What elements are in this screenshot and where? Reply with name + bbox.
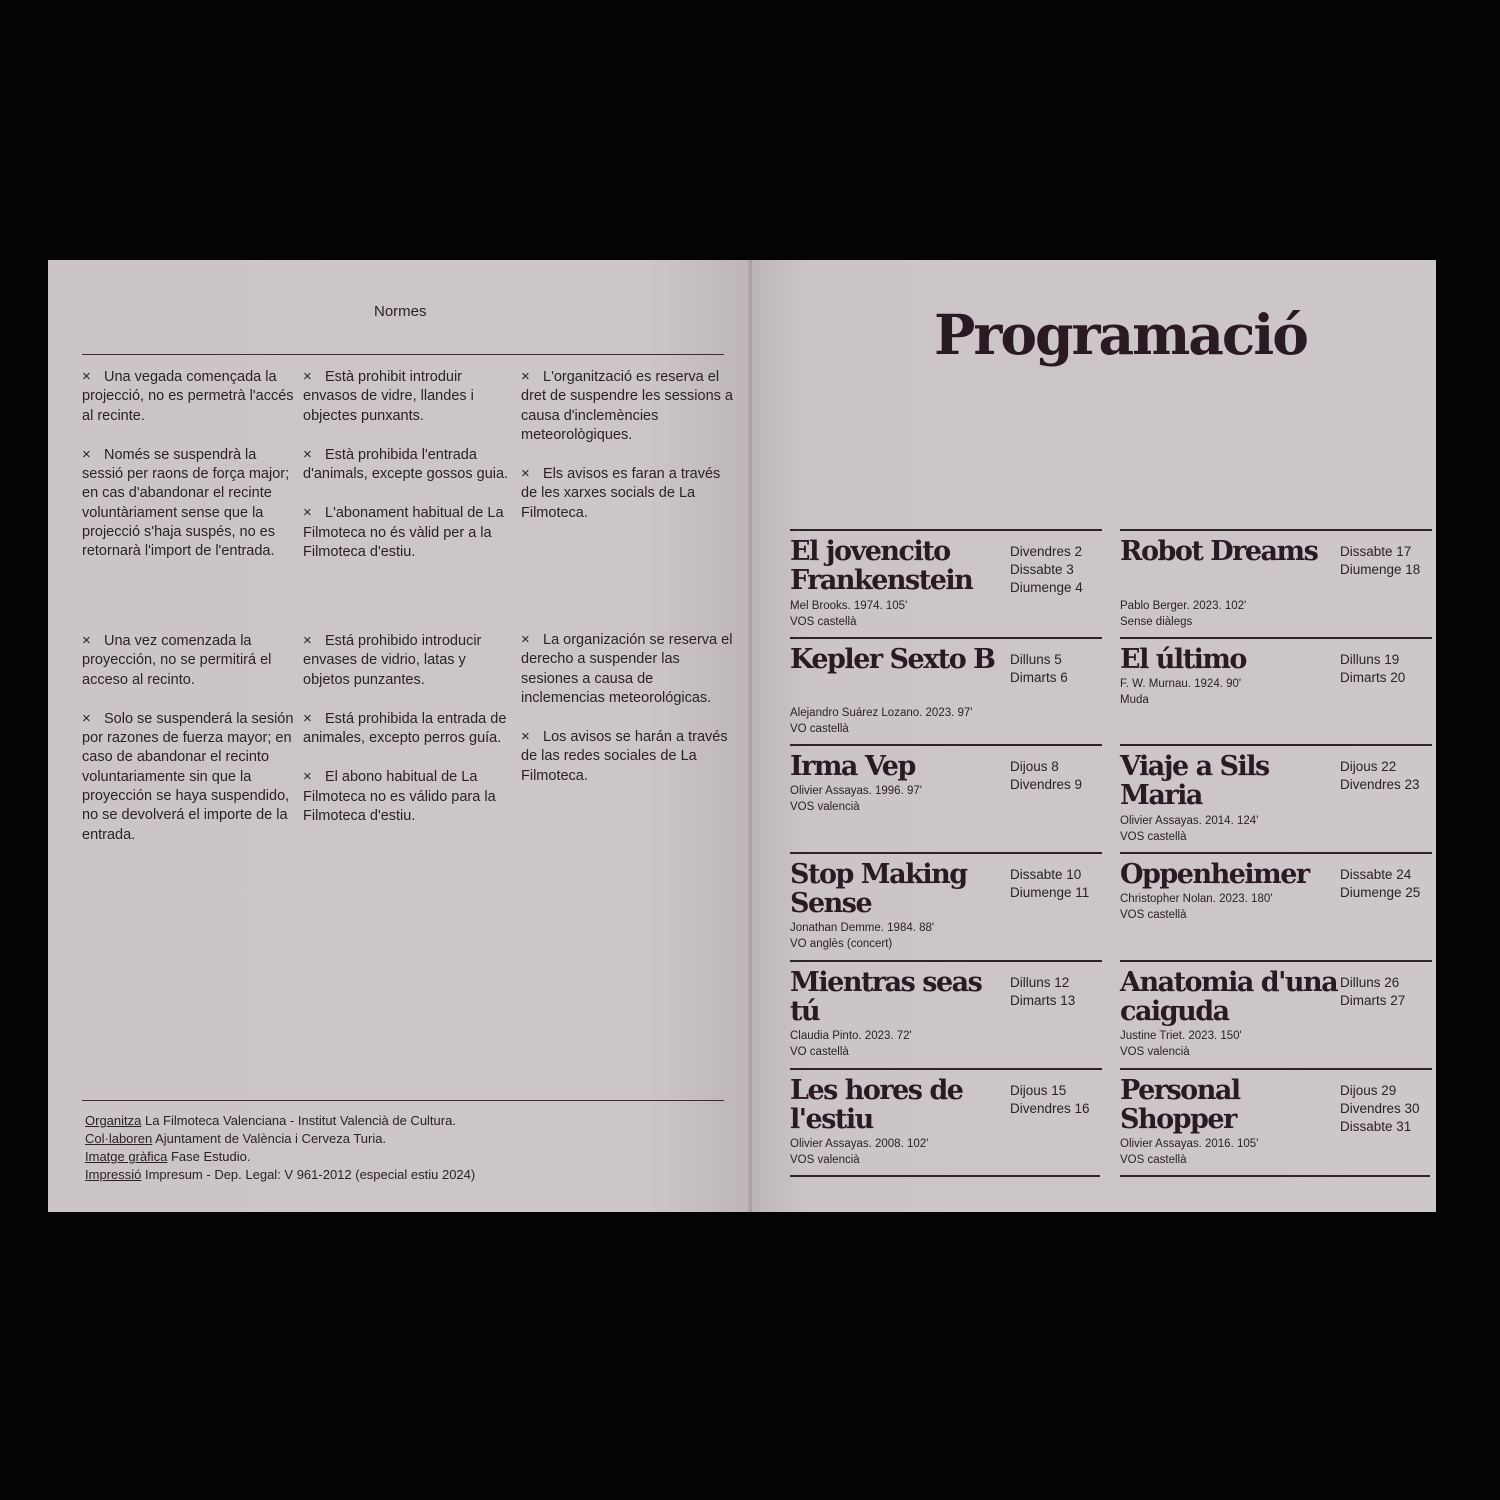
norm-item: × Està prohibit introduir envasos de vidre, llandes i objectes punxants. bbox=[303, 368, 474, 424]
film-title: Anatomia d'una caiguda bbox=[1120, 967, 1338, 1027]
norm-item: × Los avisos se harán a través de las redes sociales de La Filmoteca. bbox=[521, 728, 728, 784]
x-icon: × bbox=[303, 768, 312, 786]
film-dates: Dijous 29 Divendres 30 Dissabte 31 bbox=[1340, 1083, 1420, 1134]
credit-line: Impressió Impresum - Dep. Legal: V 961-2012 (especial estiu 2024) bbox=[85, 1167, 476, 1182]
film-title: El jovencito Frankenstein bbox=[790, 536, 973, 596]
normes-title: Normes bbox=[374, 303, 427, 320]
film-dates: Dilluns 26 Dimarts 27 bbox=[1340, 975, 1406, 1008]
norm-item: × L'organització es reserva el dret de suspendre les sessions a causa d'inclemències meteorològiques. bbox=[521, 368, 733, 443]
film-dates: Dijous 8 Divendres 9 bbox=[1010, 759, 1083, 792]
x-icon: × bbox=[521, 368, 530, 385]
film-entry bbox=[790, 637, 1102, 745]
film-meta: Alejandro Suárez Lozano. 2023. 97' VO castellà bbox=[790, 707, 973, 735]
film-dates: Divendres 2 Dissabte 3 Diumenge 4 bbox=[1010, 544, 1083, 595]
norm-item: × Una vegada començada la projecció, no es permetrà l'accés al recinte. bbox=[82, 368, 294, 424]
norm-item: × Els avisos es faran a través de les xarxes socials de La Filmoteca. bbox=[521, 465, 721, 521]
norm-item: × Está prohibido introducir envases de vidrio, latas y objetos punzantes. bbox=[303, 632, 482, 688]
film-dates: Dilluns 19 Dimarts 20 bbox=[1340, 652, 1406, 685]
column-bottom-rule bbox=[790, 1175, 1100, 1177]
norm-item: × Solo se suspenderá la sesión por razones de fuerza mayor; en caso de abandonar el recinto voluntariamente sin que la proyección se haya suspendido, no se devolverá el importe de la entrada. bbox=[82, 709, 294, 843]
credit-line: Col·laboren Ajuntament de València i Cerveza Turia. bbox=[85, 1131, 387, 1146]
film-entry bbox=[1120, 852, 1432, 961]
film-entry bbox=[1120, 744, 1432, 853]
film-title: Kepler Sexto B bbox=[790, 644, 995, 675]
film-title: Mientras seas tú bbox=[790, 967, 982, 1027]
norm-item: × Una vez comenzada la proyección, no se permitirá el acceso al recinto. bbox=[82, 632, 272, 688]
normes-top-rule bbox=[82, 354, 724, 355]
norm-item: × Está prohibida la entrada de animales, excepto perros guía. bbox=[303, 709, 507, 747]
page-title: Programació bbox=[934, 302, 1307, 367]
x-icon: × bbox=[303, 709, 312, 727]
film-title: Irma Vep bbox=[790, 751, 915, 782]
film-dates: Dilluns 12 Dimarts 13 bbox=[1010, 975, 1076, 1008]
norm-item: × La organización se reserva el derecho a suspender las sesiones a causa de inclemencias meteorológicas. bbox=[521, 631, 733, 706]
film-meta: Christopher Nolan. 2023. 180' VOS castellà bbox=[1120, 893, 1273, 921]
film-entry bbox=[790, 960, 1102, 1069]
film-title: Stop Making Sense bbox=[790, 859, 967, 919]
film-entry bbox=[790, 852, 1102, 961]
film-meta: F. W. Murnau. 1924. 90' Muda bbox=[1120, 678, 1242, 706]
x-icon: × bbox=[303, 445, 312, 463]
film-title: Oppenheimer bbox=[1120, 859, 1309, 890]
film-title: Les hores de l'estiu bbox=[790, 1075, 963, 1135]
x-icon: × bbox=[82, 632, 91, 649]
x-icon: × bbox=[303, 368, 312, 385]
film-dates: Dilluns 5 Dimarts 6 bbox=[1010, 652, 1068, 685]
film-dates: Dissabte 10 Diumenge 11 bbox=[1010, 867, 1090, 900]
x-icon: × bbox=[521, 465, 530, 483]
x-icon: × bbox=[303, 632, 312, 649]
film-title: El último bbox=[1120, 644, 1246, 675]
x-icon: × bbox=[521, 631, 530, 648]
normes-col-3 bbox=[521, 367, 733, 542]
film-dates: Dijous 15 Divendres 16 bbox=[1010, 1083, 1090, 1116]
x-icon: × bbox=[521, 728, 530, 746]
film-entry bbox=[1120, 529, 1432, 638]
film-meta: Olivier Assayas. 2014. 124' VOS castellà bbox=[1120, 815, 1259, 843]
norm-item: × L'abonament habitual de La Filmoteca no és vàlid per a la Filmoteca d'estiu. bbox=[303, 504, 504, 561]
normes-col-5 bbox=[303, 631, 515, 845]
norm-item: × Està prohibida l'entrada d'animals, excepte gossos guia. bbox=[303, 445, 509, 483]
film-entry bbox=[1120, 637, 1432, 745]
film-entry bbox=[790, 744, 1102, 853]
film-title: Personal Shopper bbox=[1120, 1075, 1240, 1135]
film-entry bbox=[1120, 960, 1432, 1069]
x-icon: × bbox=[303, 504, 312, 522]
x-icon: × bbox=[82, 368, 91, 385]
film-meta: Justine Triet. 2023. 150' VOS valencià bbox=[1120, 1030, 1242, 1058]
credit-line: Imatge gràfica Fase Estudio. bbox=[85, 1149, 251, 1164]
normes-col-2 bbox=[303, 367, 515, 581]
normes-col-1 bbox=[82, 367, 294, 581]
film-entry bbox=[790, 1068, 1102, 1177]
film-entry bbox=[790, 529, 1102, 638]
left-page bbox=[48, 260, 752, 1212]
film-dates: Dissabte 24 Diumenge 25 bbox=[1340, 867, 1421, 900]
film-meta: Olivier Assayas. 2008. 102' VOS valencià bbox=[790, 1138, 929, 1166]
film-dates: Dissabte 17 Diumenge 18 bbox=[1340, 544, 1421, 577]
x-icon: × bbox=[82, 709, 91, 727]
credits-footer bbox=[85, 1112, 725, 1184]
film-meta: Mel Brooks. 1974. 105' VOS castellà bbox=[790, 600, 908, 628]
film-meta: Olivier Assayas. 2016. 105' VOS castellà bbox=[1120, 1138, 1259, 1166]
column-bottom-rule bbox=[1120, 1175, 1430, 1177]
normes-col-4 bbox=[82, 631, 294, 864]
film-meta: Pablo Berger. 2023. 102' Sense diàlegs bbox=[1120, 600, 1247, 628]
film-title: Viaje a Sils Maria bbox=[1120, 751, 1269, 811]
normes-col-6 bbox=[521, 630, 733, 805]
film-meta: Jonathan Demme. 1984. 88' VO anglès (concert) bbox=[790, 922, 935, 950]
right-page bbox=[752, 260, 1436, 1212]
x-icon: × bbox=[82, 445, 91, 463]
norm-item: × El abono habitual de La Filmoteca no es válido para la Filmoteca d'estiu. bbox=[303, 768, 496, 825]
norm-item: × Només se suspendrà la sessió per raons de força major; en cas d'abandonar el recinte voluntàriament sense que la projecció s'haja suspés, no es retornarà l'import de l'entrada. bbox=[82, 445, 290, 560]
footer-rule bbox=[82, 1100, 724, 1101]
film-entry bbox=[1120, 1068, 1432, 1177]
film-meta: Claudia Pinto. 2023. 72' VO castellà bbox=[790, 1030, 912, 1058]
film-meta: Olivier Assayas. 1996. 97' VOS valencià bbox=[790, 785, 922, 813]
film-dates: Dijous 22 Divendres 23 bbox=[1340, 759, 1420, 792]
film-title: Robot Dreams bbox=[1120, 536, 1318, 567]
credit-line: Organitza La Filmoteca Valenciana - Institut Valencià de Cultura. bbox=[85, 1113, 456, 1128]
